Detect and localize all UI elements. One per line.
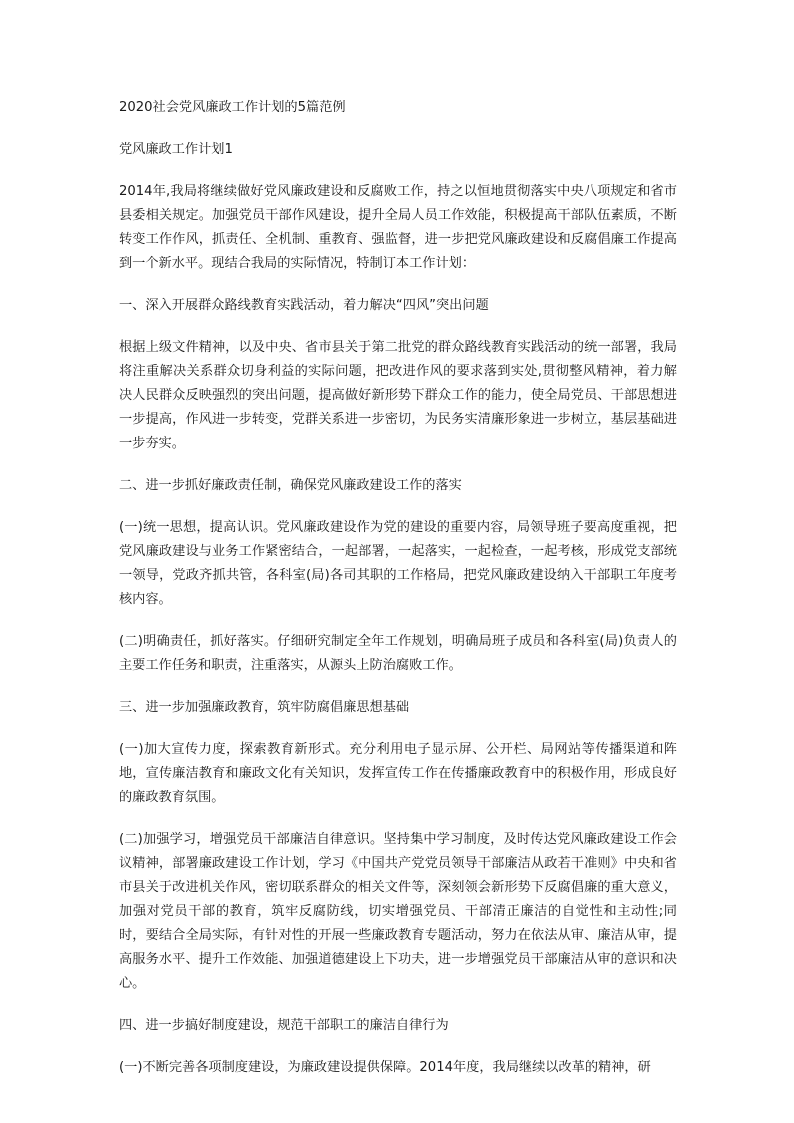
document-page — [119, 96, 677, 1098]
document-title: 2020社会党风廉政工作计划的5篇范例 — [119, 100, 346, 115]
paragraph-2a: (一)统一思想，提高认识。党风廉政建设作为党的建设的重要内容，局领导班子要高度重视，把党风廉政建设与业务工作紧密结合，一起部署，一起落实，一起检查，一起考核，形成党支部统一领导，党政齐抓共管，各科室(局)各司其职的工作格局，把党风廉政建设纳入干部职工年度考核内容。 — [119, 520, 677, 607]
document-subtitle: 党风廉政工作计划1 — [119, 142, 233, 157]
paragraph-intro: 2014年,我局将继续做好党风廉政建设和反腐败工作，持之以恒地贯彻落实中央八项规定和省市县委相关规定。加强党员干部作风建设，提升全局人员工作效能，积极提高干部队伍素质，不断转变工作作风，抓责任、全机制、重教育、强监督，进一步把党风廉政建设和反腐倡廉工作提高到一个新水平。现结合我局的实际情况，特制订本工作计划： — [119, 184, 677, 271]
section-heading-2: 二、进一步抓好廉政责任制，确保党风廉政建设工作的落实 — [119, 478, 462, 493]
paragraph-2b: (二)明确责任，抓好落实。仔细研究制定全年工作规划，明确局班子成员和各科室(局)负责人的主要工作任务和职责，注重落实，从源头上防治腐败工作。 — [119, 634, 677, 673]
paragraph-3a: (一)加大宣传力度，探索教育新形式。充分利用电子显示屏、公开栏、局网站等传播渠道和阵地，宣传廉洁教育和廉政文化有关知识，发挥宣传工作在传播廉政教育中的积极作用，形成良好的廉政教育氛围。 — [119, 742, 677, 805]
section-heading-1: 一、深入开展群众路线教育实践活动，着力解决“四风”突出问题 — [119, 298, 489, 313]
section-heading-4: 四、进一步搞好制度建设，规范干部职工的廉洁自律行为 — [119, 1018, 449, 1033]
section-heading-3: 三、进一步加强廉政教育，筑牢防腐倡廉思想基础 — [119, 700, 410, 715]
paragraph-1: 根据上级文件精神，以及中央、省市县关于第二批党的群众路线教育实践活动的统一部署，我局将注重解决关系群众切身利益的实际问题，把改进作风的要求落到实处,贯彻整风精神，着力解决人民群众反映强烈的突出问题，提高做好新形势下群众工作的能力，使全局党员、干部思想进一步提高，作风进一步转变，党群关系进一步密切，为民务实清廉形象进一步树立，基层基础进一步夯实。 — [119, 340, 677, 451]
paragraph-4a: (一)不断完善各项制度建设，为廉政建设提供保障。2014年度，我局继续以改革的精神，研 — [119, 1060, 651, 1075]
paragraph-3b: (二)加强学习，增强党员干部廉洁自律意识。坚持集中学习制度，及时传达党风廉政建设工作会议精神，部署廉政建设工作计划，学习《中国共产党党员领导干部廉洁从政若干准则》中央和省市县关于改进机关作风，密切联系群众的相关文件等，深刻领会新形势下反腐倡廉的重大意义，加强对党员干部的教育，筑牢反腐防线，切实增强党员、干部清正廉洁的自觉性和主动性;同时，要结合全局实际，有针对性的开展一些廉政教育专题活动，努力在依法从审、廉洁从审，提高服务水平、提升工作效能、加强道德建设上下功夫，进一步增强党员干部廉洁从审的意识和决心。 — [119, 832, 677, 991]
